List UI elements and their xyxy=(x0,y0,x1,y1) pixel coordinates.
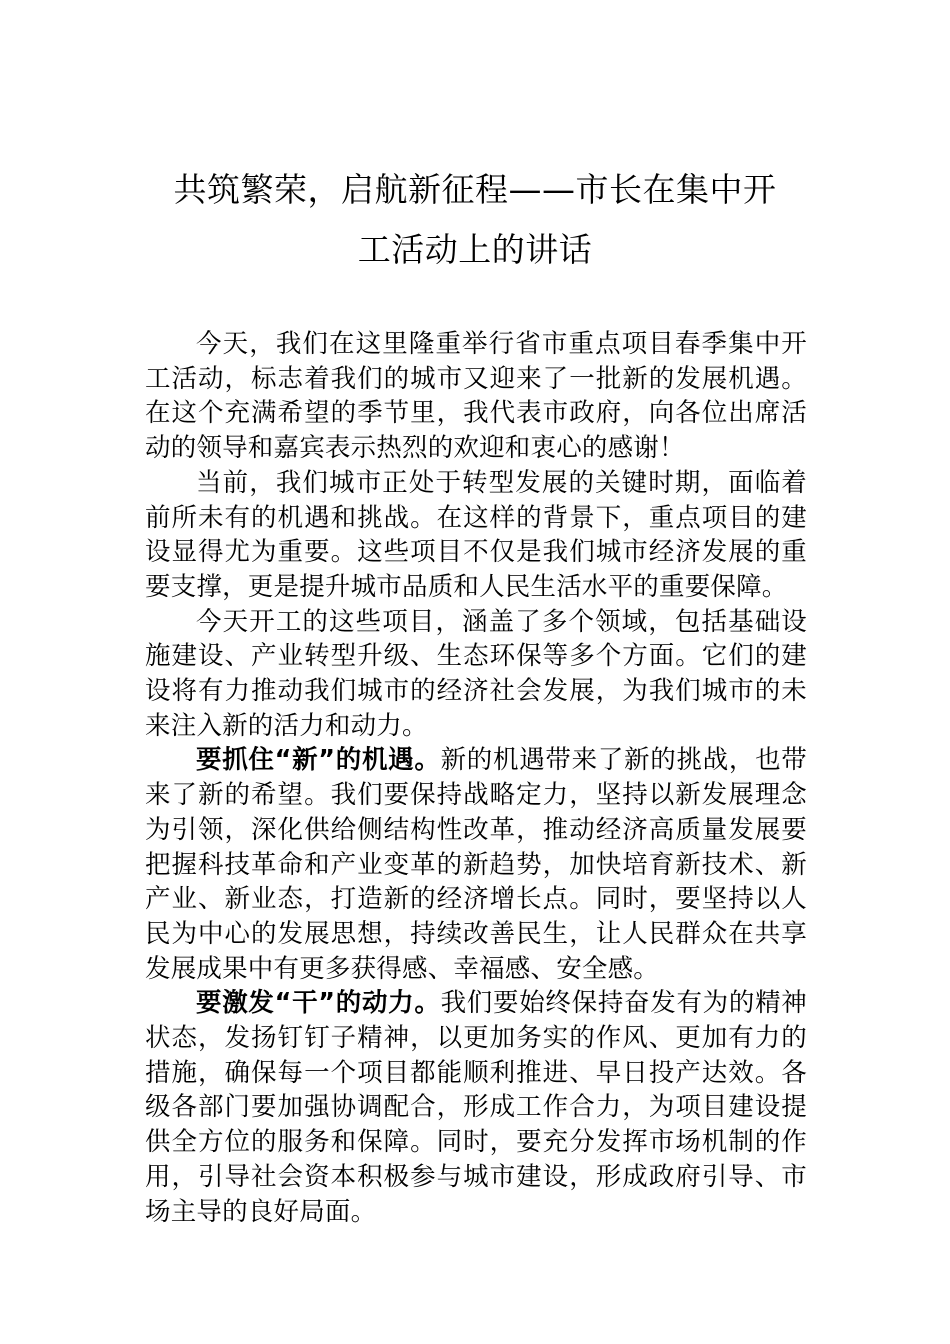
document-body xyxy=(145,327,807,1229)
paragraph-text: 今天开工的这些项目，涵盖了多个领域，包括基础设施建设、产业转型升级、生态环保等多个方面。它们的建设将有力推动我们城市的经济社会发展，为我们城市的未来注入新的活力和动力。 xyxy=(145,606,807,741)
paragraph-5 xyxy=(145,986,807,1229)
paragraph-2 xyxy=(145,466,807,605)
paragraph-lead-heading: 要激发“干”的动力。 xyxy=(196,988,441,1019)
paragraph-1 xyxy=(145,327,807,466)
paragraph-text: 我们要始终保持奋发有为的精神状态，发扬钉钉子精神，以更加务实的作风、更加有力的措施，确保每一个项目都能顺利推进、早日投产达效。各级各部门要加强协调配合，形成工作合力，为项目建设提供全方位的服务和保障。同时，要充分发挥市场机制的作用，引导社会资本积极参与城市建设，形成政府引导、市场主导的良好局面。 xyxy=(145,988,807,1227)
title-line-2: 工活动上的讲话 xyxy=(357,230,593,269)
document-title xyxy=(145,160,805,280)
paragraph-4 xyxy=(145,743,807,986)
paragraph-3 xyxy=(145,605,807,744)
paragraph-text: 新的机遇带来了新的挑战，也带来了新的希望。我们要保持战略定力，坚持以新发展理念为引领，深化供给侧结构性改革，推动经济高质量发展要把握科技革命和产业变革的新趋势，加快培育新技术、新产业、新业态，打造新的经济增长点。同时，要坚持以人民为中心的发展思想，持续改善民生，让人民群众在共享发展成果中有更多获得感、幸福感、安全感。 xyxy=(145,745,807,984)
paragraph-text: 今天，我们在这里隆重举行省市重点项目春季集中开工活动，标志着我们的城市又迎来了一批新的发展机遇。在这个充满希望的季节里，我代表市政府，向各位出席活动的领导和嘉宾表示热烈的欢迎和衷心的感谢！ xyxy=(145,329,807,464)
paragraph-text: 当前，我们城市正处于转型发展的关键时期，面临着前所未有的机遇和挑战。在这样的背景下，重点项目的建设显得尤为重要。这些项目不仅是我们城市经济发展的重要支撑，更是提升城市品质和人民生活水平的重要保障。 xyxy=(145,467,807,602)
title-line-1: 共筑繁荣，启航新征程——市长在集中开 xyxy=(173,170,777,209)
paragraph-lead-heading: 要抓住“新”的机遇。 xyxy=(196,745,441,776)
